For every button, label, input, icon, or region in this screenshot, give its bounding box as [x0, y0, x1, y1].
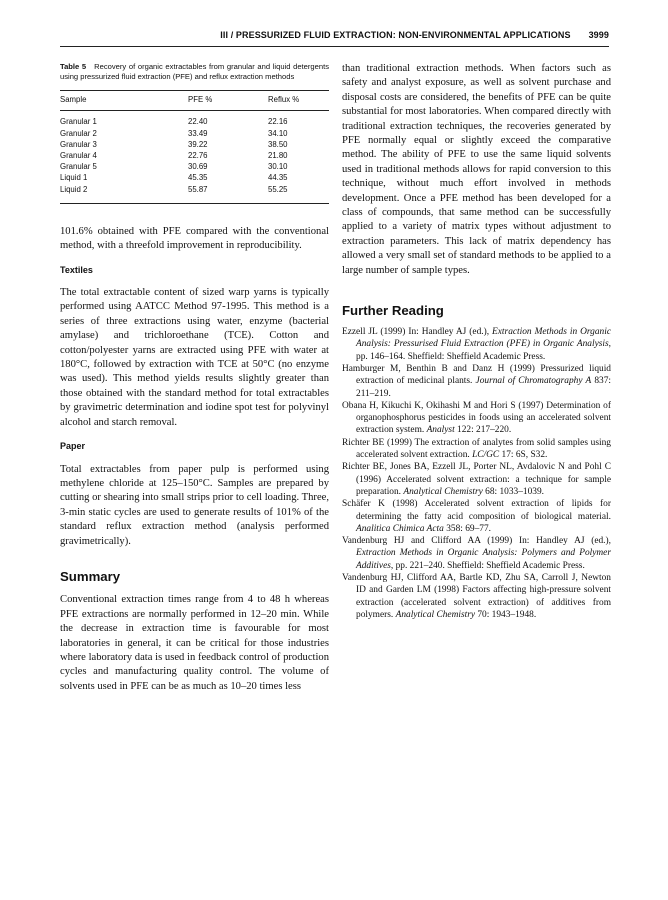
table-cell: 39.22	[188, 139, 208, 149]
table-5	[60, 62, 329, 204]
paper-paragraph: Total extractables from paper pulp is performed using methylene chloride at 125–150°C. Samples are prepared by cutting or shearing into small strips prior to cell loading. Three, 3-min static cycles are used to generate results of 101% of the standard reflux extraction method (analysis performed gravimetrically).	[60, 463, 329, 547]
reference-item: Richter BE, Jones BA, Ezzell JL, Porter NL, Avdalovic N and Pohl C (1996) Accelerated solvent extraction: a technique for sample preparation. Analytical Chemistry 68: 1033–1039.	[342, 462, 611, 497]
table-row	[60, 139, 329, 150]
summary-heading: Summary	[60, 568, 121, 584]
header-rule	[60, 46, 609, 47]
textiles-heading: Textiles	[60, 264, 93, 275]
table-caption-text: Recovery of organic extractables from granular and liquid detergents using pressurized fluid extraction (PFE) and reflux extraction methods	[60, 62, 329, 82]
table-cell: 44.35	[268, 173, 288, 183]
table-row	[60, 111, 329, 128]
table-cell: 55.87	[188, 184, 268, 204]
table-cell: Liquid 2	[60, 184, 188, 204]
table-cell: Granular 3	[60, 139, 97, 149]
intro-paragraph: 101.6% obtained with PFE compared with the conventional method, with a threefold improvement in reproducibility.	[60, 225, 329, 252]
reference-list	[342, 326, 611, 621]
table-cell: Granular 2	[60, 128, 97, 138]
table-row	[60, 172, 329, 183]
table-cell: 22.16	[268, 117, 288, 127]
body-text-left	[60, 225, 329, 694]
table-row	[60, 128, 329, 139]
table-cell: 30.69	[188, 162, 208, 172]
table-5-grid	[60, 90, 329, 203]
body-text-right	[342, 62, 611, 278]
table-cell: Granular 5	[60, 162, 97, 172]
reference-item: Hamburger M, Benthin B and Danz H (1999) Pressurized liquid extraction of medicinal plants. Journal of Chromatography A 837: 211–219.	[342, 363, 611, 399]
further-reading-heading: Further Reading	[342, 303, 444, 319]
continued-paragraph: than traditional extraction methods. When factors such as safety and analyst exposure, as well as solvent purchase and disposal costs are considered, the benefits of PFE can be quite substantial for most laboratories. When compared directly with traditional extraction techniques, the recoveries generated by PFE normally equal or slightly exceed the comparative method. The ability of PFE to use the same liquid solvents used in traditional methods allows for rapid conversion to this technique, without much effort involved in methods development. Once a PFE method has been developed for a class of compounds, that same method can be successfully applied to a variety of matrix types without adjustment to extraction parameters. This lack of matrix dependency has allowed a very small set of standard methods to be applied to a large number of sample types.	[342, 63, 611, 276]
table-cell: 22.40	[188, 117, 208, 127]
textiles-paragraph: The total extractable content of sized warp yarns is typically performed using AATCC Method 97-1995. This method is a series of three extractions using water, enzyme (bacterial amylase) and trichloroethane (TCE). Cotton and cotton/polyester yarns are extracted using PFE with water at 180°C, followed by extraction with TCE at 50°C (no enzyme was used). This method yields results slightly greater than those obtained with the standard method for total extractables by gravimetric determination and iodine spot test for polyvinyl alcohol and starch removal.	[60, 287, 329, 428]
summary-paragraph: Conventional extraction times range from 4 to 48 h whereas PFE extractions are normally performed in 12–20 min. While the decrease in extraction time is favourable for most laboratories in general, it can be critical for those industries where laboratory data is used in feedback control of production cycles and manufacturing quality control. The volume of solvents used in PFE can be as much as 10–20 times less	[60, 594, 329, 692]
table-cell: 34.10	[268, 128, 288, 138]
table-cell: Granular 1	[60, 117, 97, 127]
reference-item: Richter BE (1999) The extraction of analytes from solid samples using accelerated solvent extraction. LC/GC 17: 6S, S32.	[342, 437, 611, 461]
reference-item: Vandenburg HJ and Clifford AA (1999) In: Handley AJ (ed.), Extraction Methods in Organic Analysis: Polymers and Polymer Additives, pp. 221–240. Sheffield: Sheffield Academic Press.	[342, 536, 611, 571]
left-column	[60, 62, 329, 694]
table-col-header: Sample	[60, 91, 188, 111]
table-label: Table 5	[60, 62, 87, 71]
table-cell: Granular 4	[60, 151, 97, 161]
table-cell: 30.10	[268, 162, 288, 172]
reference-item: Obana H, Kikuchi K, Okihashi M and Hori S (1997) Determination of organophosphorus pesticides in foods using an accelerated solvent extraction system. Analyst 122: 217–220.	[342, 400, 611, 436]
table-row	[60, 184, 329, 204]
right-column	[342, 62, 611, 621]
table-cell: 22.76	[188, 151, 208, 161]
page-number: 3999	[588, 30, 609, 40]
reference-item: Schäfer K (1998) Accelerated solvent extraction of lipids for determining the fatty acid composition of biological material. Analitica Chimica Acta 358: 69–77.	[342, 499, 611, 534]
table-header-row	[60, 91, 329, 111]
running-title: III / PRESSURIZED FLUID EXTRACTION: NON-ENVIRONMENTAL APPLICATIONS	[220, 30, 571, 40]
table-col-header: PFE %	[188, 91, 268, 111]
table-cell: 55.25	[268, 184, 329, 204]
reference-item: Ezzell JL (1999) In: Handley AJ (ed.), Extraction Methods in Organic Analysis: Pressurised Fluid Extraction (PFE) in Organic Analysis, pp. 146–164. Sheffield: Sheffield Academic Press.	[342, 327, 611, 362]
reference-item: Vandenburg HJ, Clifford AA, Bartle KD, Zhu SA, Carroll J, Newton ID and Garden LM (1998) Factors affecting high-pressure solvent extraction (accelerated solvent extraction) of additives from polymers. Analytical Chemistry 70: 1943–1948.	[342, 573, 611, 620]
running-header	[60, 30, 609, 44]
table-cell: 21.80	[268, 151, 288, 161]
table-row	[60, 161, 329, 172]
table-cell: Liquid 1	[60, 173, 88, 183]
table-col-header: Reflux %	[268, 91, 329, 111]
table-cell: 45.35	[188, 173, 208, 183]
table-cell: 33.49	[188, 128, 208, 138]
paper-heading: Paper	[60, 441, 86, 452]
table-cell: 38.50	[268, 139, 288, 149]
table-caption	[60, 62, 329, 82]
table-row	[60, 150, 329, 161]
